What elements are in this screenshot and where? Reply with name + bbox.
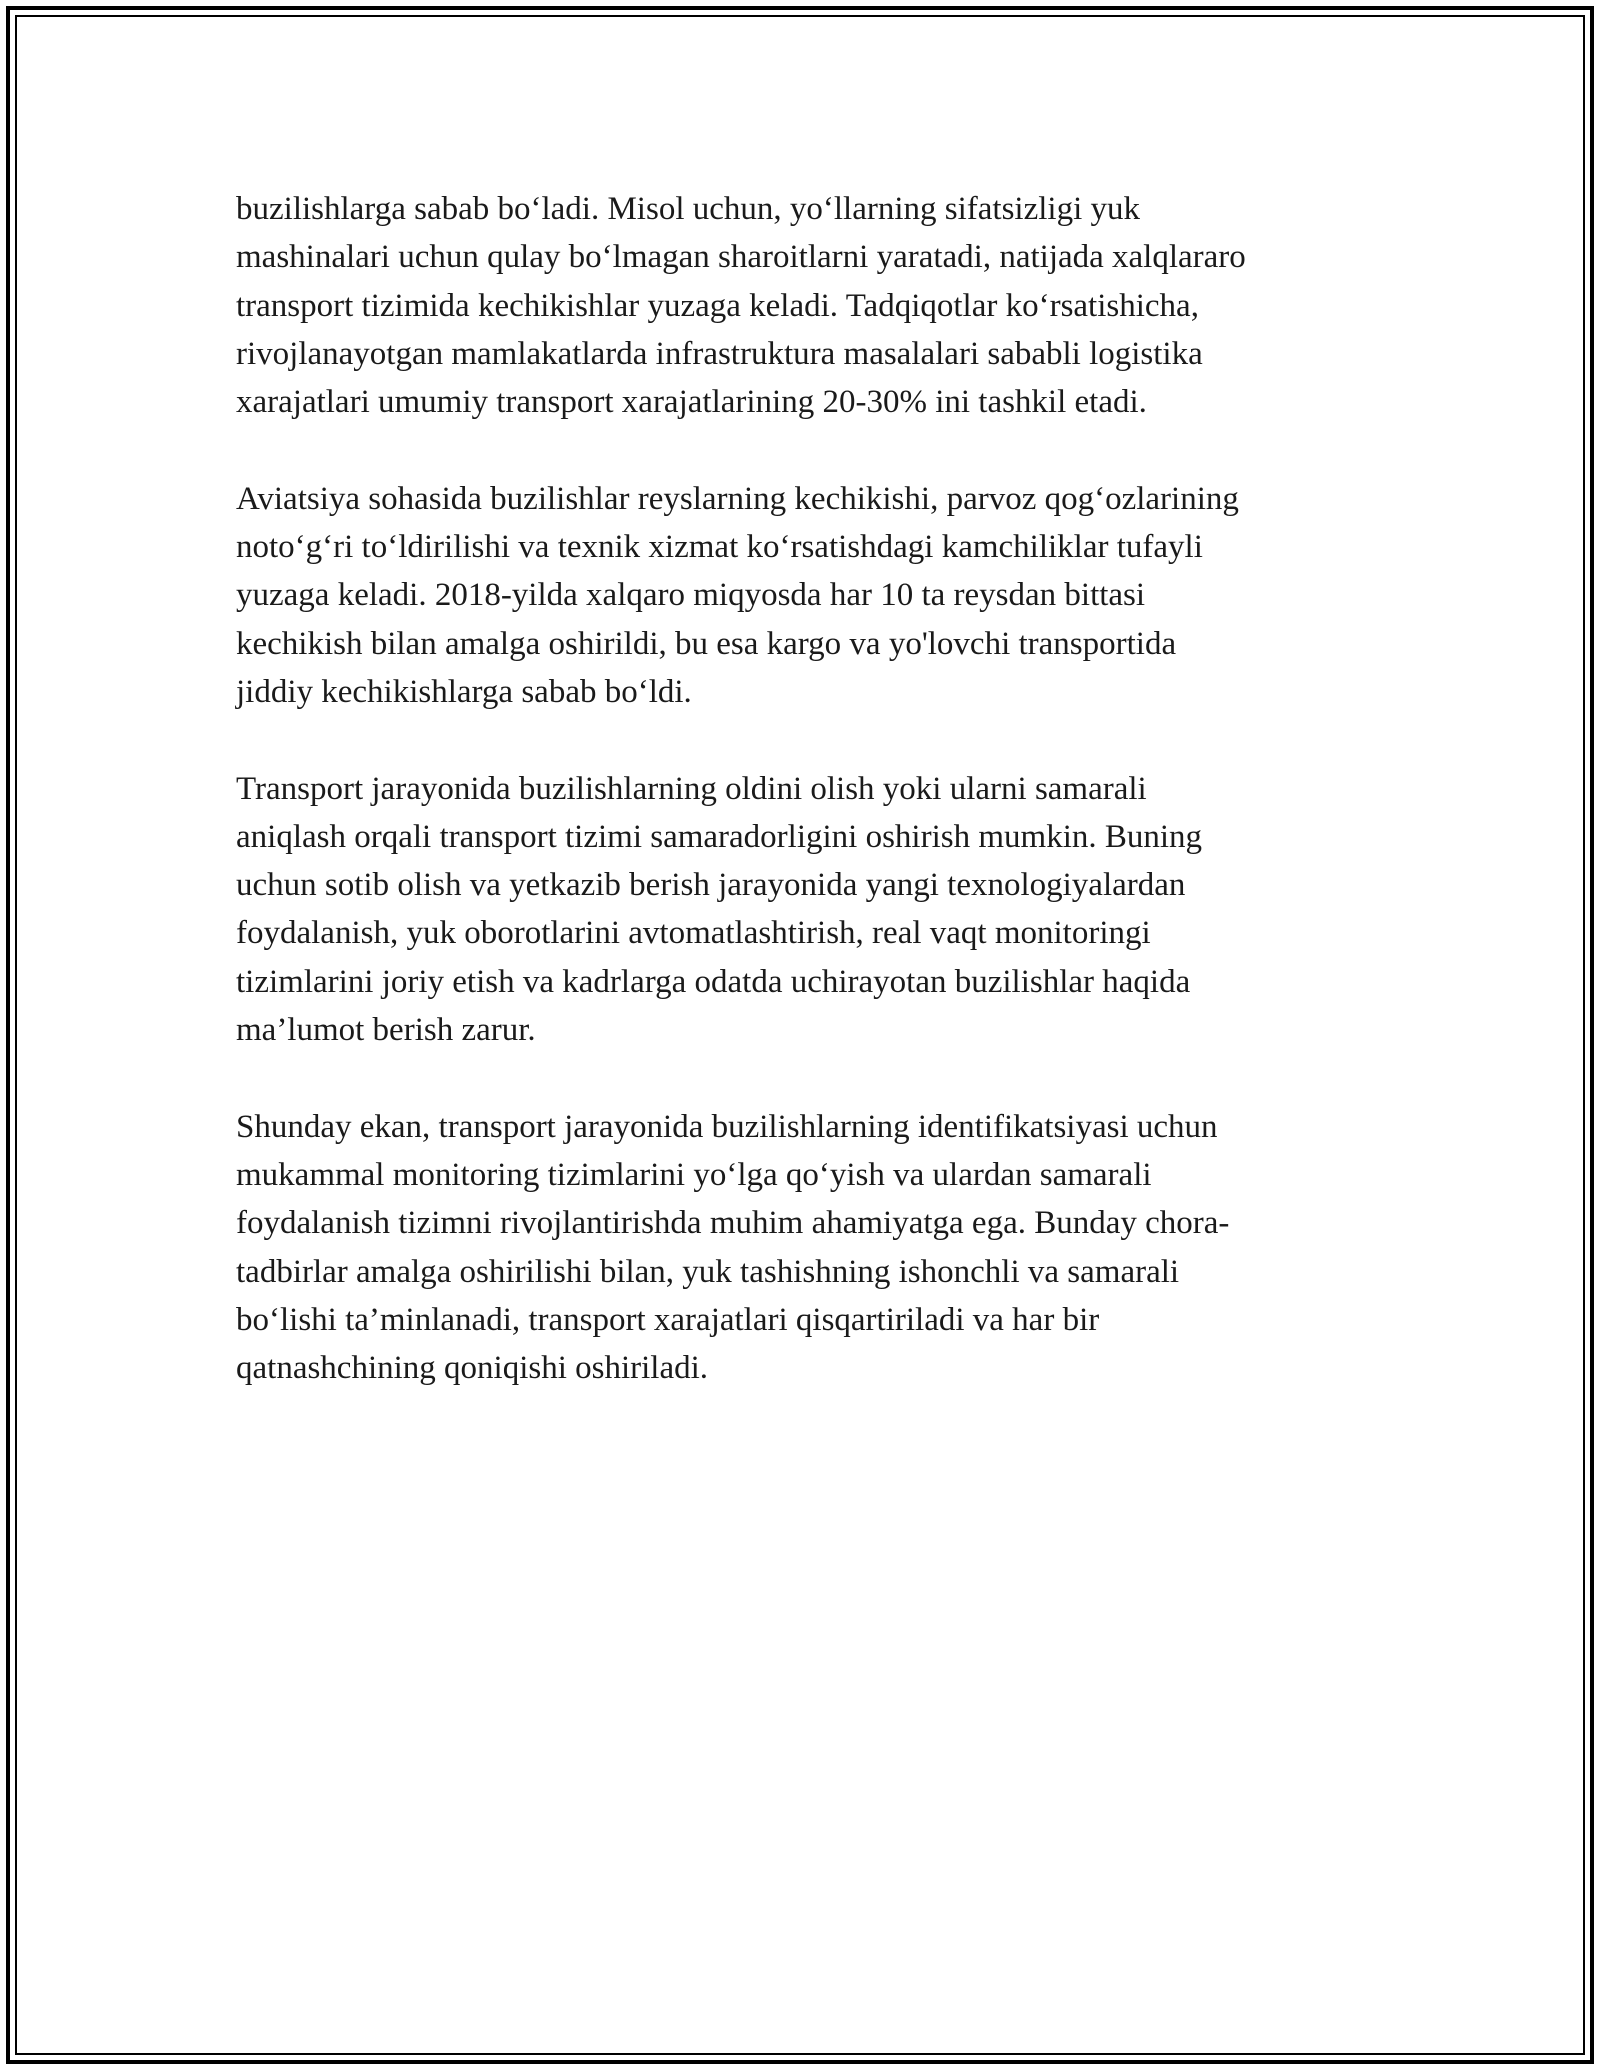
- paragraph-aviation-delays: Aviatsiya sohasida buzilishlar reyslarning kechikishi, parvoz qog‘ozlarining noto‘g‘ri to‘ldirilishi va texnik xizmat ko‘rsatishdagi kamchiliklar tufayli yuzaga keladi. 2018-yilda xalqaro miqyosda har 10 ta reysdan bittasi kechikish bilan amalga oshirildi, bu esa kargo va yo'lovchi transportida jiddiy kechikishlarga sabab bo‘ldi.: [236, 480, 1239, 710]
- paragraph-conclusion: Shunday ekan, transport jarayonida buzilishlarning identifikatsiyasi uchun mukammal monitoring tizimlarini yo‘lga qo‘yish va ulardan samarali foydalanish tizimni rivojlantirishda muhim ahamiyatga ega. Bunday chora- tadbirlar amalga oshirilishi bilan, yuk tashishning ishonchli va samarali bo‘lishi ta’minlanadi, transport xarajatlari qisqartiriladi va har bir qatnashchining qoniqishi oshiriladi.: [236, 1108, 1230, 1387]
- paragraph-logistics-costs: buzilishlarga sabab bo‘ladi. Misol uchun, yo‘llarning sifatsizligi yuk mashinalari uchun qulay bo‘lmagan sharoitlarni yaratadi, natijada xalqlararo transport tizimida kechikishlar yuzaga keladi. Tadqiqotlar ko‘rsatishicha, rivojlanayotgan mamlakatlarda infrastruktura masalalari sababli logistika xarajatlari umumiy transport xarajatlarining 20-30% ini tashkil etadi.: [236, 191, 1246, 421]
- document-body: [236, 185, 1376, 1441]
- paragraph-prevention: Transport jarayonida buzilishlarning oldini olish yoki ularni samarali aniqlash orqali transport tizimi samaradorligini oshirish mumkin. Buning uchun sotib olish va yetkazib berish jarayonida yangi texnologiyalardan foydalanish, yuk oborotlarini avtomatlashtirish, real vaqt monitoringi tizimlarini joriy etish va kadrlarga odatda uchirayotan buzilishlar haqida ma’lumot berish zarur.: [236, 770, 1203, 1049]
